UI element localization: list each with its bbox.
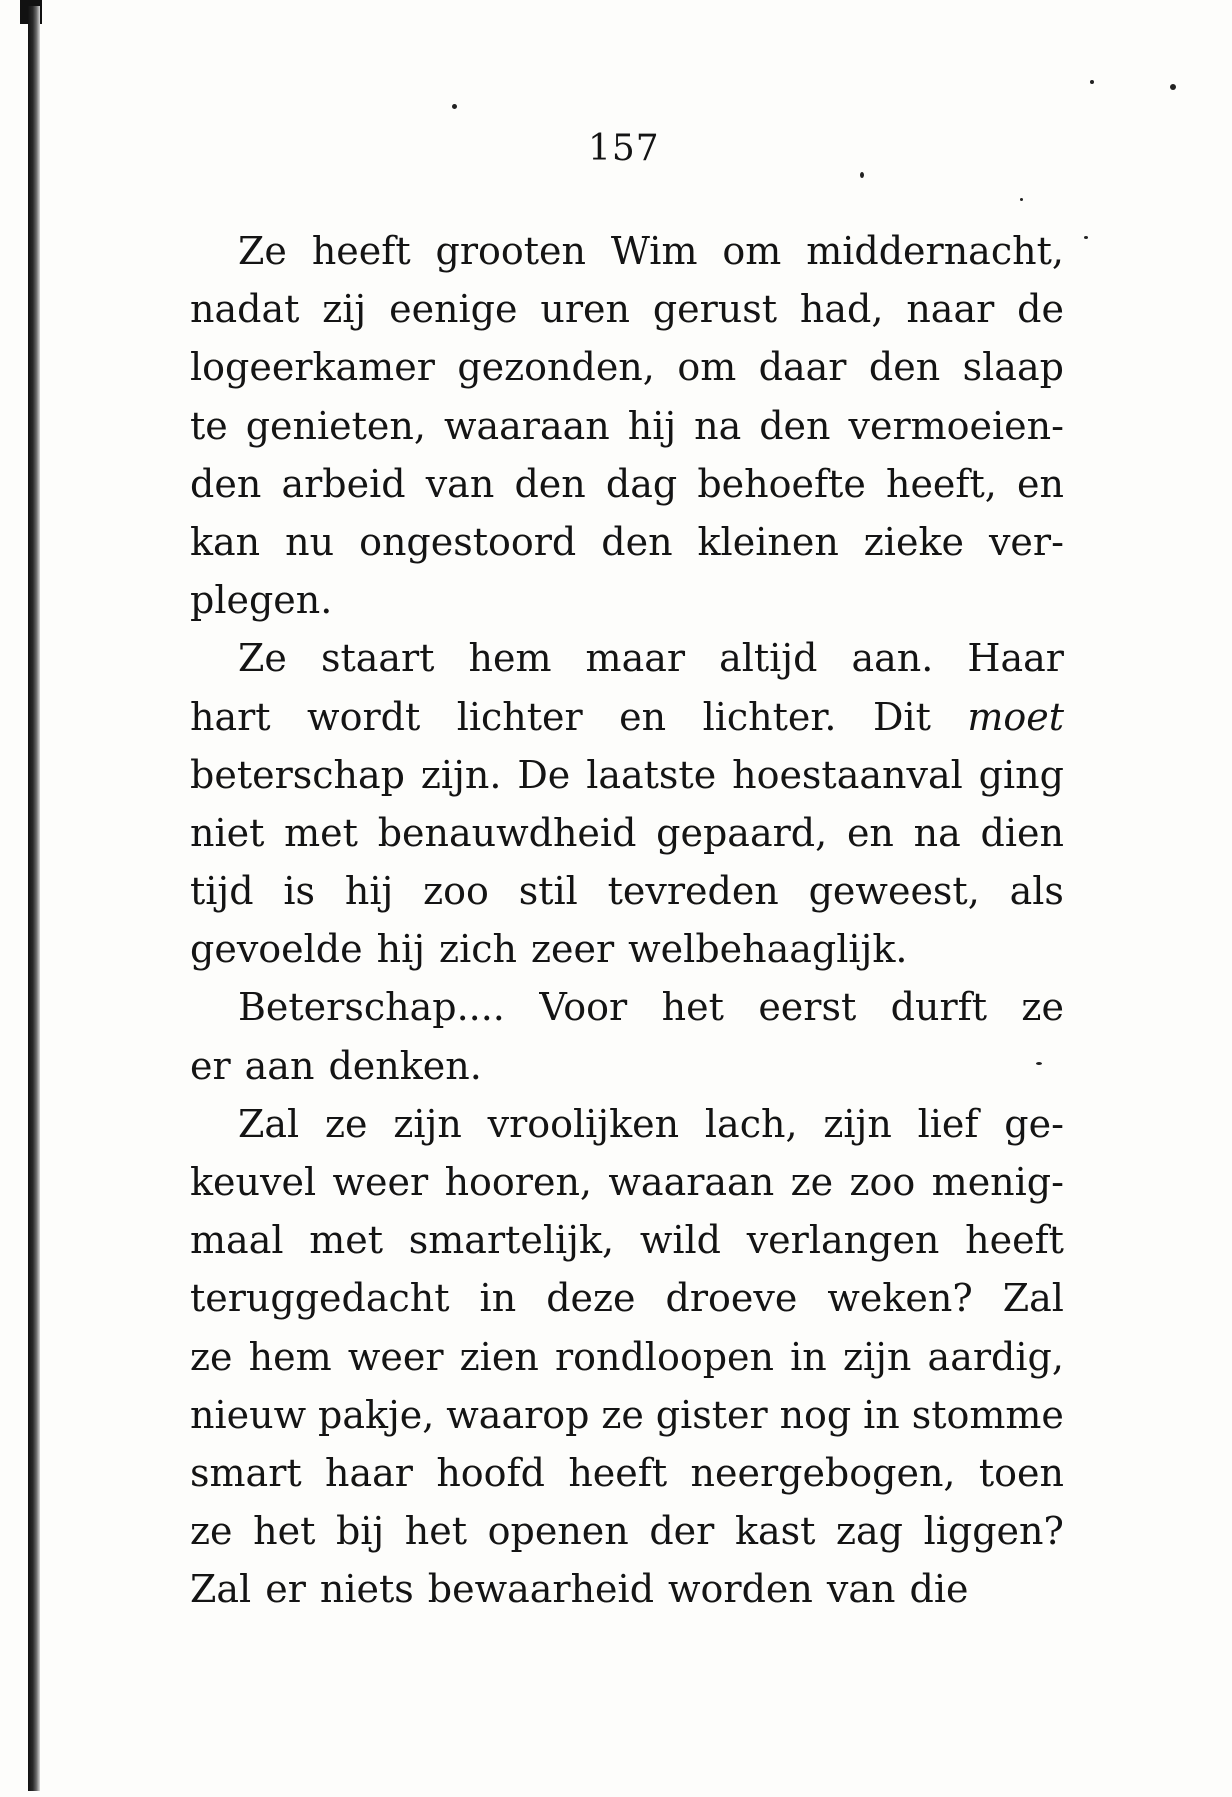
word: er [190, 1043, 231, 1088]
word: ver- [988, 519, 1064, 564]
word: waarop [446, 1392, 590, 1437]
word: het [404, 1509, 468, 1554]
word: droeve [665, 1276, 798, 1321]
word: genieten, [245, 403, 426, 448]
word: haar [325, 1450, 413, 1495]
text-line [190, 920, 1064, 978]
word: smartelijk, [408, 1218, 615, 1263]
word: plegen. [190, 578, 333, 623]
text-line [190, 688, 1064, 746]
text-line [190, 1560, 1064, 1618]
word: hij [344, 869, 394, 914]
word: Zal [238, 1101, 300, 1146]
word: Dit [872, 694, 931, 739]
word: worden [668, 1567, 813, 1612]
text-line [190, 1444, 1064, 1502]
word: eerst [758, 985, 857, 1030]
word: om [677, 345, 737, 390]
word: om [722, 229, 782, 273]
word: zien [459, 1334, 539, 1379]
text-line [190, 1095, 1064, 1153]
word: gister [655, 1392, 768, 1437]
text-line [190, 1037, 1064, 1095]
word: te [190, 403, 228, 448]
word: kan [190, 519, 261, 564]
text-line [190, 513, 1064, 571]
word: ze [601, 1392, 644, 1437]
word: gepaard, [656, 810, 828, 855]
word: neergebogen, [690, 1450, 956, 1495]
scan-speck [1170, 84, 1176, 90]
word: zijn [823, 1101, 892, 1146]
word: kleinen [697, 519, 839, 564]
word: het [661, 985, 724, 1030]
word: menig- [931, 1160, 1064, 1204]
word: slaap [962, 345, 1064, 390]
word: had, [799, 287, 884, 332]
word: gezonden, [457, 345, 655, 390]
text-line [190, 222, 1064, 280]
word: smart [190, 1450, 302, 1495]
word: toen [978, 1450, 1064, 1495]
word: na [913, 810, 961, 855]
word: beterschap [190, 752, 405, 797]
word: de [1017, 287, 1064, 332]
word: den [190, 461, 262, 506]
word: hij [627, 403, 677, 448]
word: laatste [586, 752, 717, 797]
word: en [846, 810, 894, 855]
text-line [190, 1386, 1064, 1444]
word: der [649, 1509, 715, 1554]
word: hooren, [444, 1160, 592, 1204]
word: ge- [1004, 1101, 1064, 1146]
word: middernacht, [806, 229, 1064, 273]
text-line [190, 280, 1064, 338]
text-line [190, 746, 1064, 804]
word: zag [835, 1509, 903, 1554]
word: heeft [568, 1450, 668, 1495]
word: zeer [530, 927, 615, 972]
word: liggen? [923, 1509, 1064, 1554]
word: den [759, 403, 831, 448]
word: stomme [911, 1392, 1064, 1437]
word: Haar [967, 636, 1064, 681]
word: in [479, 1276, 517, 1321]
word: logeerkamer [190, 345, 435, 390]
word: aan. [851, 636, 934, 681]
word: waaraan [608, 1160, 775, 1204]
word: lichter. [702, 694, 837, 739]
word: grooten [435, 229, 586, 273]
word: wild [639, 1218, 721, 1263]
scan-speck [1090, 80, 1094, 84]
word: behoefte [697, 461, 866, 506]
word: Zal [190, 1567, 252, 1612]
word: nu [285, 519, 335, 564]
word: ze [325, 1101, 368, 1146]
word: deze [546, 1276, 636, 1321]
scan-speck [1084, 236, 1088, 239]
word: zieke [863, 519, 964, 564]
word: zijn [842, 1334, 912, 1379]
word: weken? [827, 1276, 973, 1321]
word: arbeid [281, 461, 406, 506]
word: Wim [610, 229, 698, 273]
word: waaraan [443, 403, 610, 448]
word: aardig, [927, 1334, 1064, 1379]
word: openen [487, 1509, 629, 1554]
text-line [190, 862, 1064, 920]
word: nog [779, 1392, 852, 1437]
word: is [283, 869, 316, 914]
scan-speck [1020, 198, 1023, 201]
word: lichter [456, 694, 583, 739]
word: vermoeien- [848, 403, 1064, 448]
word: den [601, 519, 673, 564]
word: ze [1021, 985, 1064, 1030]
scan-speck [860, 172, 864, 178]
word: rondloopen [554, 1334, 774, 1379]
word: Ze [238, 229, 287, 273]
word: die [909, 1567, 969, 1612]
word: en [619, 694, 667, 739]
word: van [826, 1567, 896, 1612]
word: ze [190, 1509, 233, 1554]
word: dien [980, 810, 1064, 855]
word: nieuw [190, 1392, 307, 1437]
word: zijn. [420, 752, 502, 797]
word: ging [978, 752, 1064, 797]
word: heeft [965, 1218, 1064, 1263]
word: Beterschap.... [238, 985, 505, 1030]
word: gevoelde [190, 927, 363, 972]
word: staart [320, 636, 435, 681]
word: er [265, 1567, 306, 1612]
text-line [190, 397, 1064, 455]
word: bij [335, 1509, 385, 1554]
word: in [863, 1392, 900, 1437]
word: eenige [389, 287, 518, 332]
word: ze [790, 1160, 834, 1204]
word: uren [540, 287, 630, 332]
word: den [514, 461, 586, 506]
word: van [425, 461, 495, 506]
word: heeft [311, 229, 411, 273]
word: welbehaaglijk. [628, 927, 908, 972]
word: zich [439, 927, 517, 972]
word: niets [319, 1567, 414, 1612]
page-number: 157 [588, 128, 660, 169]
word: dag [605, 461, 678, 506]
word: heeft, [885, 461, 997, 506]
word: zijn [393, 1101, 462, 1146]
word: verlangen [746, 1218, 940, 1263]
word: moet [967, 694, 1064, 739]
text-line [190, 1211, 1064, 1269]
word: durft [890, 985, 987, 1030]
binding-edge [28, 6, 40, 1791]
text-line [190, 571, 1064, 629]
text-line [190, 804, 1064, 862]
word: en [1016, 461, 1064, 506]
word: Zal [1002, 1276, 1064, 1321]
word: hem [248, 1334, 332, 1379]
word: gerust [652, 287, 778, 332]
word: lief [917, 1101, 979, 1146]
text-line [190, 1269, 1064, 1327]
word: hoofd [436, 1450, 545, 1495]
word: maal [190, 1218, 284, 1263]
word: na [694, 403, 742, 448]
word: het [253, 1509, 316, 1554]
word: ongestoord [359, 519, 577, 564]
body-text [190, 222, 1064, 1619]
word: geweest, [808, 869, 980, 914]
word: vroolijken [487, 1101, 680, 1146]
text-line [190, 338, 1064, 396]
word: kast [734, 1509, 816, 1554]
word: denken. [328, 1043, 482, 1088]
text-line [190, 455, 1064, 513]
word: den [868, 345, 941, 390]
word: lach, [704, 1101, 798, 1146]
text-line [190, 978, 1064, 1036]
word: maar [585, 636, 686, 681]
word: wordt [307, 694, 421, 739]
word: tevreden [607, 869, 779, 914]
word: hij [376, 927, 426, 972]
word: Ze [238, 636, 287, 681]
word: bewaarheid [427, 1567, 655, 1612]
text-line [190, 1502, 1064, 1560]
word: aan [244, 1043, 315, 1088]
text-line [190, 1153, 1064, 1211]
word: tijd [190, 869, 254, 914]
word: altijd [719, 636, 818, 681]
word: hart [190, 694, 271, 739]
word: naar [906, 287, 995, 332]
word: teruggedacht [190, 1276, 450, 1321]
word: als [1009, 869, 1064, 914]
word: weer [332, 1160, 429, 1204]
word: keuvel [190, 1160, 317, 1204]
word: Voor [539, 985, 628, 1030]
word: hoestaanval [732, 752, 963, 797]
word: ze [190, 1334, 233, 1379]
word: hem [468, 636, 552, 681]
word: De [517, 752, 571, 797]
word: nadat [190, 287, 300, 332]
word: pakje, [318, 1392, 435, 1437]
word: zoo [849, 1160, 916, 1204]
text-line [190, 1328, 1064, 1386]
word: benauwdheid [377, 810, 637, 855]
word: daar [758, 345, 847, 390]
word: zoo [423, 869, 489, 914]
word: met [309, 1218, 384, 1263]
word: stil [518, 869, 578, 914]
word: met [284, 810, 358, 855]
text-line [190, 629, 1064, 687]
word: weer [347, 1334, 444, 1379]
word: in [790, 1334, 827, 1379]
word: zij [322, 287, 367, 332]
word: niet [190, 810, 265, 855]
scan-speck [452, 104, 457, 109]
